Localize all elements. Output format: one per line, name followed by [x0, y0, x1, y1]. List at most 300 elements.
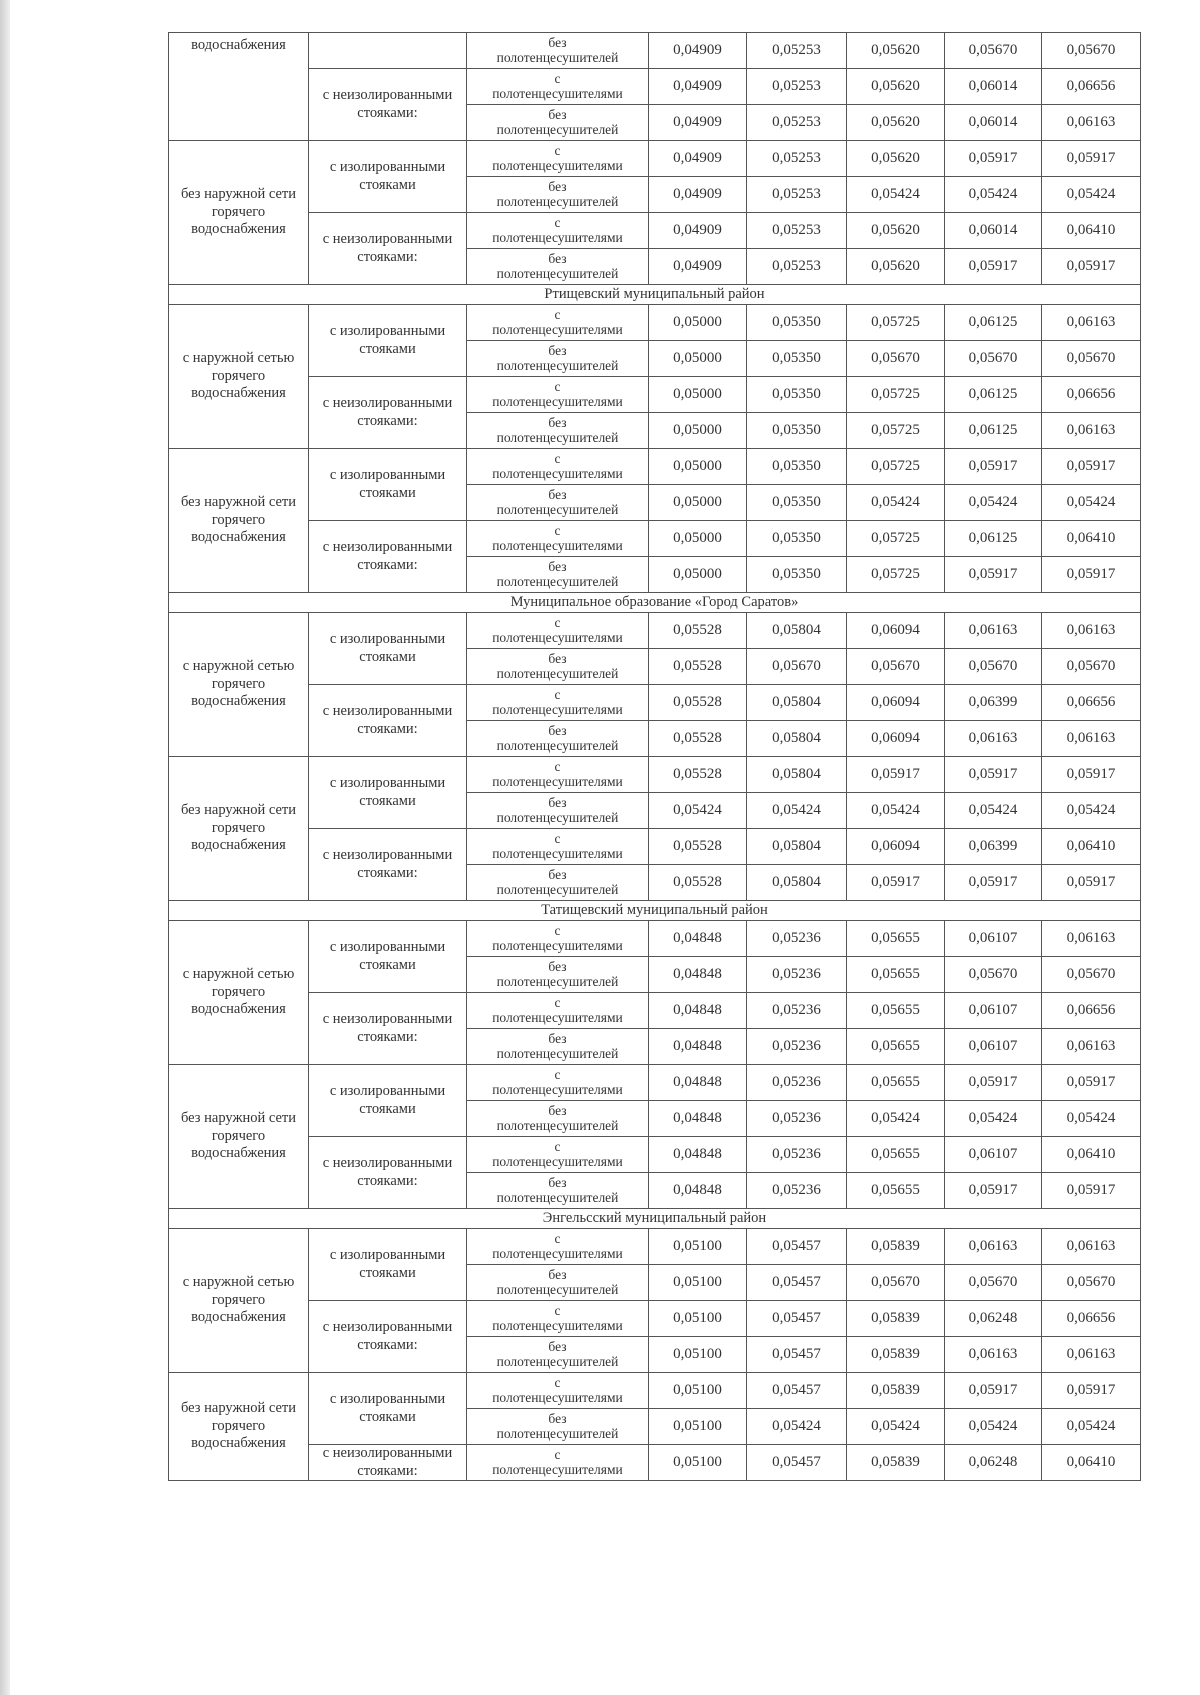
- region-header-row: [169, 593, 1141, 613]
- tariff-value-5: 0,06163: [1042, 921, 1141, 957]
- tariff-value-2: 0,05236: [747, 957, 847, 993]
- towel-dryer-text: полотенцесушителей: [496, 574, 619, 589]
- tariff-value-2: 0,05457: [747, 1445, 847, 1481]
- tariff-value-4: 0,06163: [945, 1229, 1042, 1265]
- riser-type-cell: с неизолированными стояками:: [309, 829, 467, 901]
- tariff-value-1: 0,04909: [649, 177, 747, 213]
- tariff-value-1: 0,04848: [649, 1065, 747, 1101]
- towel-dryer-text: без: [548, 795, 567, 811]
- table-row: [169, 69, 1141, 105]
- tariff-value-5: 0,06163: [1042, 413, 1141, 449]
- riser-type-cell: с неизолированными стояками:: [309, 685, 467, 757]
- towel-dryer-text: с: [554, 831, 561, 847]
- towel-dryer-text: полотенцесушителей: [496, 430, 619, 445]
- towel-dryer-text: с: [554, 71, 561, 87]
- tariff-value-5: 0,06656: [1042, 993, 1141, 1029]
- tariff-value-5: 0,06410: [1042, 829, 1141, 865]
- tariff-value-2: 0,05253: [747, 177, 847, 213]
- table-row: [169, 921, 1141, 957]
- tariff-value-2: 0,05804: [747, 829, 847, 865]
- supply-network-cell: без наружной сети горячего водоснабжения: [169, 449, 309, 593]
- tariff-value-2: 0,05350: [747, 449, 847, 485]
- riser-type-cell: с неизолированными стояками:: [309, 377, 467, 449]
- tariff-value-1: 0,05100: [649, 1337, 747, 1373]
- tariff-value-4: 0,05424: [945, 1409, 1042, 1445]
- tariff-value-5: 0,05670: [1042, 957, 1141, 993]
- towel-dryer-text: полотенцесушителей: [496, 50, 619, 65]
- tariff-value-1: 0,04848: [649, 1137, 747, 1173]
- tariff-value-4: 0,05917: [945, 865, 1042, 901]
- riser-type-cell: с неизолированными стояками:: [309, 1445, 467, 1481]
- riser-type-cell: с изолированными стояками: [309, 921, 467, 993]
- table-body: [169, 33, 1141, 1481]
- towel-dryer-cell: [467, 793, 649, 829]
- region-name: Татищевский муниципальный район: [169, 901, 1141, 921]
- region-name: Энгельсский муниципальный район: [169, 1209, 1141, 1229]
- towel-dryer-cell: [467, 177, 649, 213]
- tariff-value-3: 0,06094: [847, 721, 945, 757]
- tariff-value-3: 0,05620: [847, 249, 945, 285]
- towel-dryer-cell: [467, 1101, 649, 1137]
- towel-dryer-text: полотенцесушителей: [496, 194, 619, 209]
- tariff-value-3: 0,05655: [847, 957, 945, 993]
- towel-dryer-cell: [467, 213, 649, 249]
- tariff-value-3: 0,05620: [847, 69, 945, 105]
- table-row: [169, 685, 1141, 721]
- tariff-value-3: 0,05839: [847, 1445, 945, 1481]
- towel-dryer-cell: [467, 377, 649, 413]
- towel-dryer-cell: [467, 921, 649, 957]
- tariff-value-5: 0,05670: [1042, 649, 1141, 685]
- tariff-value-2: 0,05236: [747, 1101, 847, 1137]
- tariff-value-2: 0,05670: [747, 649, 847, 685]
- tariff-value-5: 0,06163: [1042, 105, 1141, 141]
- towel-dryer-cell: [467, 1301, 649, 1337]
- table-row: [169, 213, 1141, 249]
- towel-dryer-cell: [467, 993, 649, 1029]
- tariff-value-3: 0,05839: [847, 1373, 945, 1409]
- towel-dryer-cell: [467, 105, 649, 141]
- riser-type-cell: с неизолированными стояками:: [309, 521, 467, 593]
- supply-network-cell: с наружной сетью горячего водоснабжения: [169, 1229, 309, 1373]
- towel-dryer-cell: [467, 865, 649, 901]
- supply-network-cell: без наружной сети горячего водоснабжения: [169, 141, 309, 285]
- towel-dryer-text: полотенцесушителями: [492, 86, 623, 101]
- tariff-value-2: 0,05804: [747, 685, 847, 721]
- tariff-value-4: 0,06125: [945, 305, 1042, 341]
- tariff-value-4: 0,06125: [945, 377, 1042, 413]
- tariff-value-4: 0,06107: [945, 993, 1042, 1029]
- table-row: [169, 757, 1141, 793]
- table-row: [169, 1301, 1141, 1337]
- tariff-value-1: 0,04909: [649, 69, 747, 105]
- tariff-value-2: 0,05350: [747, 413, 847, 449]
- tariff-value-1: 0,05100: [649, 1445, 747, 1481]
- towel-dryer-cell: [467, 521, 649, 557]
- tariff-value-4: 0,06163: [945, 721, 1042, 757]
- tariff-value-2: 0,05424: [747, 793, 847, 829]
- tariff-value-1: 0,05000: [649, 449, 747, 485]
- tariff-value-3: 0,05839: [847, 1337, 945, 1373]
- tariff-value-4: 0,05424: [945, 485, 1042, 521]
- towel-dryer-text: полотенцесушителями: [492, 394, 623, 409]
- tariff-value-5: 0,05424: [1042, 485, 1141, 521]
- tariff-value-2: 0,05253: [747, 249, 847, 285]
- tariff-value-4: 0,05424: [945, 1101, 1042, 1137]
- towel-dryer-text: без: [548, 1411, 567, 1427]
- tariff-value-5: 0,05917: [1042, 865, 1141, 901]
- tariff-value-4: 0,06107: [945, 1029, 1042, 1065]
- tariff-value-5: 0,05424: [1042, 177, 1141, 213]
- tariff-value-2: 0,05253: [747, 69, 847, 105]
- riser-type-cell: [309, 33, 467, 69]
- riser-type-cell: с изолированными стояками: [309, 1229, 467, 1301]
- riser-type-cell: с изолированными стояками: [309, 613, 467, 685]
- towel-dryer-text: полотенцесушителями: [492, 1318, 623, 1333]
- tariff-value-3: 0,05725: [847, 557, 945, 593]
- tariff-value-5: 0,06163: [1042, 613, 1141, 649]
- tariff-value-3: 0,05839: [847, 1301, 945, 1337]
- scan-edge: [0, 0, 10, 1695]
- tariff-value-1: 0,04848: [649, 1029, 747, 1065]
- tariff-value-2: 0,05236: [747, 1065, 847, 1101]
- tariff-value-1: 0,05100: [649, 1229, 747, 1265]
- towel-dryer-text: полотенцесушителей: [496, 1354, 619, 1369]
- tariff-value-1: 0,05100: [649, 1373, 747, 1409]
- riser-type-cell: с изолированными стояками: [309, 449, 467, 521]
- towel-dryer-text: полотенцесушителями: [492, 158, 623, 173]
- tariff-value-2: 0,05424: [747, 1409, 847, 1445]
- tariff-value-5: 0,06410: [1042, 1137, 1141, 1173]
- towel-dryer-cell: [467, 1137, 649, 1173]
- tariff-value-5: 0,06163: [1042, 1029, 1141, 1065]
- tariff-value-1: 0,05528: [649, 721, 747, 757]
- tariff-value-2: 0,05804: [747, 721, 847, 757]
- towel-dryer-text: полотенцесушителями: [492, 846, 623, 861]
- tariff-value-1: 0,05528: [649, 685, 747, 721]
- tariff-value-1: 0,05000: [649, 341, 747, 377]
- tariff-value-4: 0,05917: [945, 249, 1042, 285]
- towel-dryer-cell: [467, 305, 649, 341]
- towel-dryer-text: с: [554, 215, 561, 231]
- towel-dryer-text: без: [548, 251, 567, 267]
- tariff-value-2: 0,05350: [747, 485, 847, 521]
- towel-dryer-text: с: [554, 759, 561, 775]
- tariff-value-4: 0,05917: [945, 1065, 1042, 1101]
- tariff-value-5: 0,05917: [1042, 449, 1141, 485]
- towel-dryer-text: полотенцесушителями: [492, 938, 623, 953]
- tariff-value-2: 0,05350: [747, 341, 847, 377]
- table-row: [169, 993, 1141, 1029]
- tariff-value-1: 0,05000: [649, 377, 747, 413]
- table-row: [169, 1373, 1141, 1409]
- tariff-value-3: 0,06094: [847, 685, 945, 721]
- towel-dryer-text: полотенцесушителей: [496, 122, 619, 137]
- tariff-value-3: 0,05620: [847, 141, 945, 177]
- tariff-value-3: 0,05655: [847, 1137, 945, 1173]
- tariff-value-5: 0,05670: [1042, 1265, 1141, 1301]
- table-row: [169, 305, 1141, 341]
- tariff-value-4: 0,06399: [945, 685, 1042, 721]
- tariff-value-5: 0,05917: [1042, 249, 1141, 285]
- towel-dryer-text: полотенцесушителей: [496, 738, 619, 753]
- towel-dryer-text: без: [548, 35, 567, 51]
- tariff-value-3: 0,05424: [847, 793, 945, 829]
- supply-network-cell: без наружной сети горячего водоснабжения: [169, 1065, 309, 1209]
- towel-dryer-text: без: [548, 179, 567, 195]
- supply-network-cell: с наружной сетью горячего водоснабжения: [169, 305, 309, 449]
- region-header-row: [169, 901, 1141, 921]
- riser-type-cell: с изолированными стояками: [309, 757, 467, 829]
- towel-dryer-cell: [467, 557, 649, 593]
- tariff-value-1: 0,04848: [649, 921, 747, 957]
- towel-dryer-text: полотенцесушителей: [496, 1118, 619, 1133]
- tariff-value-1: 0,04909: [649, 33, 747, 69]
- table-row: [169, 377, 1141, 413]
- tariff-value-2: 0,05457: [747, 1301, 847, 1337]
- tariff-value-5: 0,06656: [1042, 1301, 1141, 1337]
- towel-dryer-text: с: [554, 1067, 561, 1083]
- tariff-value-4: 0,05424: [945, 177, 1042, 213]
- towel-dryer-text: с: [554, 1375, 561, 1391]
- tariff-value-3: 0,05620: [847, 33, 945, 69]
- table-row: [169, 33, 1141, 69]
- towel-dryer-cell: [467, 69, 649, 105]
- table-row: [169, 1445, 1141, 1481]
- tariff-value-2: 0,05457: [747, 1337, 847, 1373]
- riser-type-cell: с неизолированными стояками:: [309, 1301, 467, 1373]
- tariff-value-5: 0,06410: [1042, 521, 1141, 557]
- tariff-value-4: 0,06107: [945, 1137, 1042, 1173]
- tariff-value-4: 0,06163: [945, 613, 1042, 649]
- towel-dryer-text: без: [548, 1031, 567, 1047]
- riser-type-cell: с изолированными стояками: [309, 141, 467, 213]
- tariff-value-5: 0,05424: [1042, 793, 1141, 829]
- tariff-value-5: 0,06656: [1042, 377, 1141, 413]
- tariff-value-4: 0,06163: [945, 1337, 1042, 1373]
- table-row: [169, 1229, 1141, 1265]
- tariff-value-3: 0,05620: [847, 105, 945, 141]
- tariff-value-2: 0,05236: [747, 1173, 847, 1209]
- tariff-value-4: 0,05670: [945, 649, 1042, 685]
- table-row: [169, 1137, 1141, 1173]
- towel-dryer-text: без: [548, 415, 567, 431]
- towel-dryer-text: полотенцесушителей: [496, 1426, 619, 1441]
- tariff-value-2: 0,05457: [747, 1373, 847, 1409]
- tariff-value-1: 0,05424: [649, 793, 747, 829]
- towel-dryer-cell: [467, 341, 649, 377]
- tariff-value-5: 0,05917: [1042, 141, 1141, 177]
- tariff-value-3: 0,05655: [847, 1173, 945, 1209]
- tariff-value-4: 0,05917: [945, 757, 1042, 793]
- tariff-value-3: 0,05917: [847, 757, 945, 793]
- tariff-value-4: 0,05670: [945, 957, 1042, 993]
- tariff-value-1: 0,05528: [649, 613, 747, 649]
- tariff-value-2: 0,05457: [747, 1229, 847, 1265]
- tariff-value-5: 0,06163: [1042, 1337, 1141, 1373]
- towel-dryer-text: полотенцесушителями: [492, 466, 623, 481]
- tariff-value-3: 0,06094: [847, 613, 945, 649]
- tariff-value-4: 0,05917: [945, 1373, 1042, 1409]
- tariff-value-2: 0,05804: [747, 757, 847, 793]
- towel-dryer-text: с: [554, 1231, 561, 1247]
- towel-dryer-text: с: [554, 143, 561, 159]
- towel-dryer-cell: [467, 685, 649, 721]
- riser-type-cell: с изолированными стояками: [309, 1065, 467, 1137]
- supply-network-cell: с наружной сетью горячего водоснабжения: [169, 613, 309, 757]
- tariff-value-3: 0,05839: [847, 1229, 945, 1265]
- towel-dryer-cell: [467, 829, 649, 865]
- table-row: [169, 829, 1141, 865]
- towel-dryer-text: с: [554, 995, 561, 1011]
- towel-dryer-text: с: [554, 687, 561, 703]
- tariff-value-2: 0,05253: [747, 213, 847, 249]
- towel-dryer-cell: [467, 1229, 649, 1265]
- tariff-value-1: 0,04848: [649, 993, 747, 1029]
- tariff-value-3: 0,05725: [847, 413, 945, 449]
- tariff-value-1: 0,05528: [649, 829, 747, 865]
- tariff-value-3: 0,05655: [847, 1029, 945, 1065]
- towel-dryer-text: без: [548, 723, 567, 739]
- tariff-value-2: 0,05236: [747, 1029, 847, 1065]
- towel-dryer-cell: [467, 33, 649, 69]
- tariff-value-4: 0,05917: [945, 557, 1042, 593]
- towel-dryer-cell: [467, 141, 649, 177]
- towel-dryer-text: полотенцесушителями: [492, 702, 623, 717]
- towel-dryer-text: полотенцесушителей: [496, 1282, 619, 1297]
- towel-dryer-cell: [467, 1445, 649, 1481]
- tariff-value-5: 0,05670: [1042, 33, 1141, 69]
- tariff-value-4: 0,05670: [945, 33, 1042, 69]
- towel-dryer-text: без: [548, 107, 567, 123]
- supply-network-cell: без наружной сети горячего водоснабжения: [169, 1373, 309, 1481]
- towel-dryer-text: с: [554, 1447, 561, 1463]
- riser-type-cell: с неизолированными стояками:: [309, 213, 467, 285]
- table-row: [169, 1065, 1141, 1101]
- tariff-value-3: 0,05670: [847, 649, 945, 685]
- table-row: [169, 521, 1141, 557]
- towel-dryer-text: с: [554, 1139, 561, 1155]
- towel-dryer-text: с: [554, 1303, 561, 1319]
- towel-dryer-text: без: [548, 651, 567, 667]
- tariff-value-3: 0,05424: [847, 485, 945, 521]
- towel-dryer-cell: [467, 721, 649, 757]
- tariff-value-2: 0,05236: [747, 921, 847, 957]
- tariff-value-1: 0,05000: [649, 521, 747, 557]
- tariff-value-4: 0,05670: [945, 341, 1042, 377]
- towel-dryer-text: без: [548, 959, 567, 975]
- tariff-value-2: 0,05350: [747, 305, 847, 341]
- tariff-value-1: 0,05528: [649, 757, 747, 793]
- towel-dryer-cell: [467, 1173, 649, 1209]
- tariff-value-5: 0,06163: [1042, 305, 1141, 341]
- tariff-value-3: 0,05917: [847, 865, 945, 901]
- towel-dryer-text: с: [554, 307, 561, 323]
- towel-dryer-cell: [467, 413, 649, 449]
- tariff-value-4: 0,05917: [945, 141, 1042, 177]
- tariff-value-1: 0,05000: [649, 413, 747, 449]
- towel-dryer-text: полотенцесушителей: [496, 266, 619, 281]
- riser-type-cell: с изолированными стояками: [309, 1373, 467, 1445]
- tariff-value-1: 0,04909: [649, 141, 747, 177]
- towel-dryer-cell: [467, 757, 649, 793]
- tariff-value-1: 0,05000: [649, 485, 747, 521]
- towel-dryer-text: полотенцесушителями: [492, 630, 623, 645]
- tariff-value-3: 0,05725: [847, 449, 945, 485]
- towel-dryer-text: полотенцесушителей: [496, 502, 619, 517]
- tariff-value-3: 0,05424: [847, 1409, 945, 1445]
- region-header-row: [169, 1209, 1141, 1229]
- tariff-value-5: 0,05917: [1042, 1065, 1141, 1101]
- table-row: [169, 613, 1141, 649]
- towel-dryer-text: полотенцесушителей: [496, 666, 619, 681]
- tariff-value-2: 0,05253: [747, 33, 847, 69]
- tariff-value-1: 0,05528: [649, 865, 747, 901]
- tariff-value-1: 0,05100: [649, 1409, 747, 1445]
- riser-type-cell: с изолированными стояками: [309, 305, 467, 377]
- riser-type-cell: с неизолированными стояками:: [309, 1137, 467, 1209]
- tariff-value-4: 0,06014: [945, 105, 1042, 141]
- tariff-value-1: 0,04909: [649, 213, 747, 249]
- tariff-value-5: 0,05917: [1042, 1373, 1141, 1409]
- tariff-value-5: 0,05917: [1042, 1173, 1141, 1209]
- towel-dryer-text: полотенцесушителями: [492, 1462, 623, 1477]
- tariff-value-3: 0,05424: [847, 1101, 945, 1137]
- towel-dryer-cell: [467, 249, 649, 285]
- towel-dryer-cell: [467, 1409, 649, 1445]
- tariff-value-4: 0,05670: [945, 1265, 1042, 1301]
- tariff-value-4: 0,05424: [945, 793, 1042, 829]
- tariff-value-4: 0,06014: [945, 213, 1042, 249]
- tariff-value-2: 0,05350: [747, 377, 847, 413]
- towel-dryer-text: полотенцесушителей: [496, 1046, 619, 1061]
- towel-dryer-text: без: [548, 1175, 567, 1191]
- tariff-value-3: 0,05655: [847, 921, 945, 957]
- tariff-value-3: 0,05655: [847, 1065, 945, 1101]
- supply-network-cell: без наружной сети горячего водоснабжения: [169, 757, 309, 901]
- towel-dryer-text: с: [554, 379, 561, 395]
- towel-dryer-cell: [467, 1337, 649, 1373]
- tariff-value-2: 0,05236: [747, 993, 847, 1029]
- tariff-value-1: 0,05100: [649, 1301, 747, 1337]
- towel-dryer-text: полотенцесушителей: [496, 974, 619, 989]
- towel-dryer-text: без: [548, 1339, 567, 1355]
- towel-dryer-cell: [467, 649, 649, 685]
- tariff-value-1: 0,05100: [649, 1265, 747, 1301]
- towel-dryer-text: без: [548, 487, 567, 503]
- tariff-value-2: 0,05253: [747, 105, 847, 141]
- supply-network-cell: водоснабжения: [169, 33, 309, 141]
- tariff-value-4: 0,06014: [945, 69, 1042, 105]
- tariff-value-4: 0,05917: [945, 449, 1042, 485]
- towel-dryer-text: полотенцесушителями: [492, 1390, 623, 1405]
- tariff-value-3: 0,05725: [847, 521, 945, 557]
- tariff-value-5: 0,06163: [1042, 1229, 1141, 1265]
- towel-dryer-text: полотенцесушителями: [492, 1010, 623, 1025]
- towel-dryer-text: полотенцесушителей: [496, 1190, 619, 1205]
- tariff-value-3: 0,06094: [847, 829, 945, 865]
- towel-dryer-text: без: [548, 343, 567, 359]
- towel-dryer-cell: [467, 1265, 649, 1301]
- tariff-value-2: 0,05350: [747, 521, 847, 557]
- tariff-value-1: 0,05528: [649, 649, 747, 685]
- tariff-value-5: 0,05670: [1042, 341, 1141, 377]
- towel-dryer-text: с: [554, 523, 561, 539]
- tariff-value-4: 0,05917: [945, 1173, 1042, 1209]
- tariff-value-5: 0,05424: [1042, 1409, 1141, 1445]
- tariff-value-1: 0,04909: [649, 249, 747, 285]
- towel-dryer-text: полотенцесушителями: [492, 230, 623, 245]
